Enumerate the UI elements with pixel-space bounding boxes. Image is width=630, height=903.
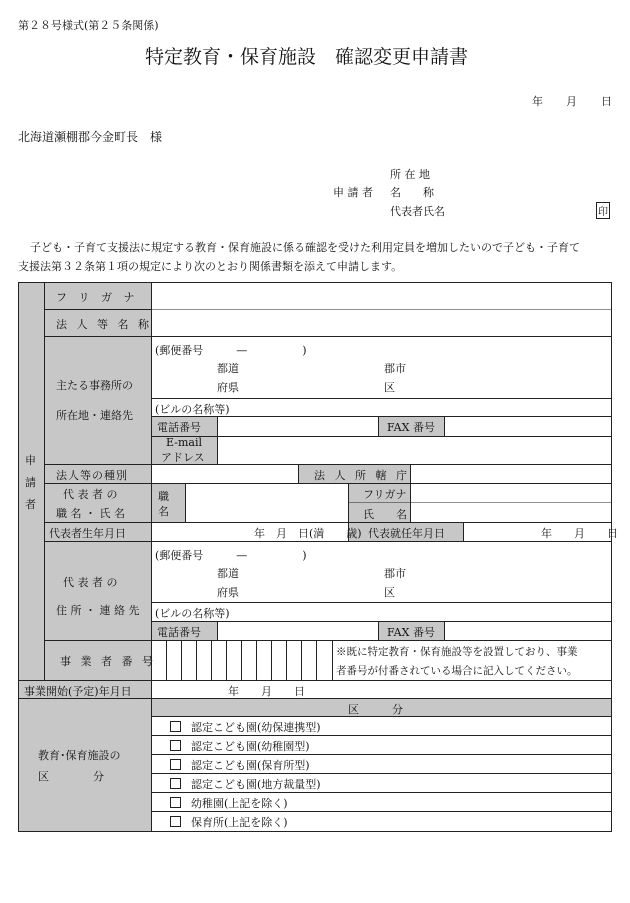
checkbox-icon[interactable] xyxy=(170,778,181,789)
city-label-1b: 区 xyxy=(384,381,395,394)
rep-addr-label-1: 代 表 者 の xyxy=(63,576,118,589)
birth-value[interactable]: 年 月 日(満 歳) xyxy=(254,527,362,540)
checkbox-icon[interactable] xyxy=(170,759,181,770)
email-label-1: E-mail xyxy=(166,436,202,449)
applicant-location-label: 所 在 地 xyxy=(390,168,430,181)
appointed-value[interactable]: 年 月 日 xyxy=(541,527,618,540)
shoku-label-2: 名 xyxy=(158,505,169,518)
applicant-name-label: 名 称 xyxy=(390,186,434,199)
city-label-1a: 郡市 xyxy=(384,362,406,375)
intro-line-1: 子ども・子育て支援法に規定する教育・保育施設に係る確認を受けた利用定員を増加したいので子ども・子育て xyxy=(30,241,580,254)
phone-label-2: 電話番号 xyxy=(157,626,201,639)
phone-label-1: 電話番号 xyxy=(157,421,201,434)
checkbox-icon[interactable] xyxy=(170,740,181,751)
building-field-2[interactable]: (ビルの名称等) xyxy=(155,607,230,620)
applicant-rep-label: 代表者氏名 xyxy=(390,205,445,218)
category-option[interactable]: 認定こども園(幼稚園型) xyxy=(170,738,310,754)
start-date-label: 事業開始(予定)年月日 xyxy=(24,685,132,698)
category-label-2: 区 分 xyxy=(38,770,104,783)
prefecture-label-1b: 府県 xyxy=(217,381,239,394)
prefecture-label-1a: 都道 xyxy=(217,362,239,375)
furigana-label: フ リ ガ ナ xyxy=(56,291,139,304)
category-option[interactable]: 認定こども園(地方裁量型) xyxy=(170,776,321,792)
business-no-label: 事 業 者 番 号 xyxy=(60,655,156,668)
date-year: 年 xyxy=(532,95,543,108)
birth-label: 代表者生年月日 xyxy=(49,527,126,540)
city-label-2a: 郡市 xyxy=(384,567,406,580)
office-label-1: 主たる事務所の xyxy=(56,379,133,392)
prefecture-label-2b: 府県 xyxy=(217,586,239,599)
addressee: 北海道瀬棚郡今金町長 様 xyxy=(18,130,163,144)
form-number: 第２８号様式(第２５条関係) xyxy=(18,19,159,32)
date-day: 日 xyxy=(601,95,612,108)
business-note-1: ※既に特定教育・保育施設等を設置しており、事業 xyxy=(336,646,578,658)
corp-name-label: 法 人 等 名 称 xyxy=(56,318,152,331)
category-label-1: 教育･保育施設の xyxy=(38,749,121,762)
appointed-label: 代表就任年月日 xyxy=(368,527,445,540)
rep-furigana-label: フリガナ xyxy=(363,488,407,501)
business-note-2: 者番号が付番されている場合に記入してください。 xyxy=(336,665,578,677)
fax-label-1: FAX 番号 xyxy=(387,421,435,434)
category-option[interactable]: 認定こども園(幼保連携型) xyxy=(170,719,321,735)
fax-label-2: FAX 番号 xyxy=(387,626,435,639)
date-month: 月 xyxy=(566,95,577,108)
category-option[interactable]: 幼稚園(上記を除く) xyxy=(170,795,288,811)
office-label-2: 所在地・連絡先 xyxy=(56,409,133,422)
jurisdiction-label: 法 人 所 轄 庁 xyxy=(314,469,410,482)
corp-type-label: 法人等の種別 xyxy=(56,469,128,482)
intro-line-2: 支援法第３２条第１項の規定により次のとおり関係書類を添えて申請します。 xyxy=(18,260,403,273)
seal-mark: 印 xyxy=(596,202,610,219)
email-label-2: アドレス xyxy=(161,451,205,464)
rep-title-label-2: 職 名 ・ 氏 名 xyxy=(56,507,125,520)
prefecture-label-2a: 都道 xyxy=(217,567,239,580)
checkbox-icon[interactable] xyxy=(170,816,181,827)
checkbox-icon[interactable] xyxy=(170,721,181,732)
building-field-1[interactable]: (ビルの名称等) xyxy=(155,403,230,416)
postal-field-2[interactable]: (郵便番号 — ) xyxy=(155,549,307,562)
shoku-label-1: 職 xyxy=(158,490,169,503)
side-label-applicant: 申請者 xyxy=(25,454,36,511)
category-option[interactable]: 認定こども園(保育所型) xyxy=(170,757,310,773)
applicant-role-label: 申 請 者 xyxy=(333,186,373,199)
rep-shimei-label: 氏 名 xyxy=(363,508,407,521)
page-title: 特定教育・保育施設 確認変更申請書 xyxy=(145,46,469,68)
rep-title-label-1: 代 表 者 の xyxy=(63,488,118,501)
city-label-2b: 区 xyxy=(384,586,395,599)
application-table xyxy=(18,282,618,832)
category-option[interactable]: 保育所(上記を除く) xyxy=(170,814,288,830)
checkbox-icon[interactable] xyxy=(170,797,181,808)
rep-addr-label-2: 住 所 ・ 連 絡 先 xyxy=(56,604,140,617)
postal-field-1[interactable]: (郵便番号 — ) xyxy=(155,344,307,357)
category-header: 区 分 xyxy=(348,703,403,716)
start-date-value[interactable]: 年 月 日 xyxy=(228,685,305,698)
